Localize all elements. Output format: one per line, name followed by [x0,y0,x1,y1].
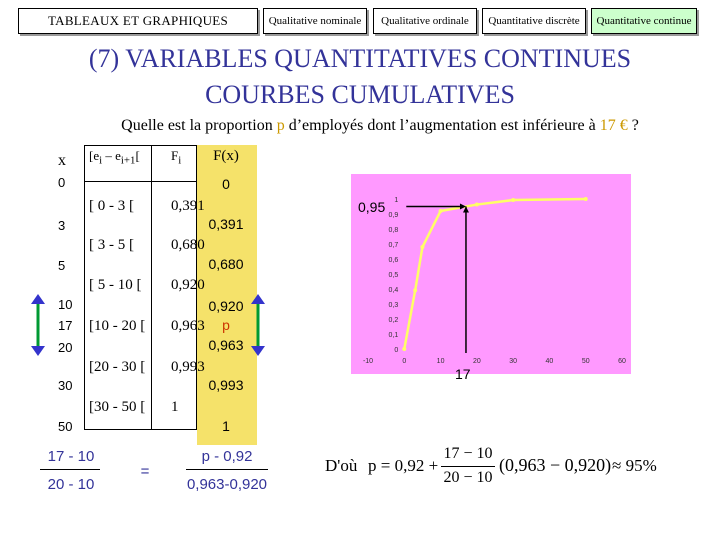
fx-value: 0,963 [208,337,244,353]
tab-quantitative-continue[interactable]: Quantitative continue [591,8,697,34]
question-after: ? [627,117,639,134]
x-tick-label: 30 [509,358,518,365]
fx-value: 0,993 [208,377,244,393]
formula-denominator: 20 − 10 [443,469,493,486]
x-tick-label: 40 [545,358,554,365]
table-row-fi: 0,920 [171,277,205,293]
question-p: p [276,117,285,134]
question-value: 17 € [599,117,628,134]
annotation-x-label: 17 [455,366,471,382]
fx-header: F(x) [213,148,239,164]
x-tick-label: 50 [581,358,590,365]
x-tick-label: 60 [618,358,626,365]
fx-value: 0,920 [208,298,244,314]
formula-numerator: 17 − 10 [443,445,493,462]
table-row-fi: 0,391 [171,198,205,214]
formula-bar [441,466,495,467]
x-tick-label: 20 [472,358,481,365]
fx-value: 0,680 [208,256,244,272]
x-value: 20 [58,340,73,355]
curve-point [420,245,424,249]
table-row: [30 - 50 [ [89,399,146,415]
curve-point [439,209,443,213]
y-tick-label: 0,7 [388,242,399,249]
x-tick-label: 0 [402,358,407,365]
table-row: [ 0 - 3 [ [89,198,134,214]
y-tick-label: 0 [394,347,399,354]
x-value: 3 [58,218,66,233]
table-row: [10 - 20 [ [89,318,146,334]
table-header-divider [85,181,196,182]
table-row-fi: 0,993 [171,359,205,375]
x-value: 50 [58,419,73,434]
y-tick-label: 0,6 [388,257,399,264]
interval-header: [$e_i - e_{i+1}$[ [89,148,140,167]
question-text [0,117,720,135]
table-row-fi: 0,680 [171,237,205,253]
fx-value-p: p [222,317,230,333]
page-subtitle: COURBES CUMULATIVES [205,80,515,109]
x-value: 17 [58,318,73,333]
question-before: Quelle est la proportion [121,117,277,134]
y-tick-label: 0,5 [388,272,399,279]
y-tick-label: 0,8 [388,227,399,234]
tab-quantitative-discrete[interactable]: Quantitative discrète [482,8,586,34]
tab-qualitative-ordinale[interactable]: Qualitative ordinale [373,8,477,34]
x-value: 0 [58,175,66,190]
tab-qualitative-nominale[interactable]: Qualitative nominale [263,8,367,34]
y-tick-label: 0,1 [388,332,399,339]
x-tick-label: -10 [362,358,374,365]
table-row: [ 5 - 10 [ [89,277,142,293]
fx-value: 1 [222,418,230,434]
y-tick-label: 0,3 [388,302,399,309]
y-tick-label: 0,4 [388,287,399,294]
formula-paren: (0,963 − 0,920) [499,455,612,475]
fx-value: 0 [222,176,230,192]
y-tick-label: 1 [394,197,399,204]
fraction-right-denominator: 0,963-0,920 [186,476,268,493]
table-row: [ 3 - 5 [ [89,237,134,253]
x-header: x [58,152,66,169]
curve-point [511,198,515,202]
question-middle: d’employés dont l’augmentation est inférieure à [284,117,600,134]
fraction-left-numerator: 17 - 10 [47,448,95,465]
y-tick-label: 0,2 [388,317,399,324]
formula-result: ≈ 95% [612,456,657,475]
cumulative-curve-svg [351,174,631,384]
cumulative-curve-line [404,199,585,349]
x-tick-label: 10 [436,358,445,365]
fraction-equals: = [140,463,150,480]
fraction-left-bar [40,469,100,470]
table-divider [151,146,152,429]
double-arrow-right-icon [248,294,268,356]
frequency-table [84,145,205,430]
curve-point [475,203,479,207]
x-value: 30 [58,378,73,393]
page-title: (7) VARIABLES QUANTITATIVES CONTINUES [88,44,632,73]
double-arrow-left-icon [28,294,48,356]
curve-point [584,197,588,201]
annotation-y-label: 0,95 [358,199,386,215]
fraction-left-denominator: 20 - 10 [47,476,95,493]
fx-value: 0,391 [208,216,244,232]
table-row: [20 - 30 [ [89,359,146,375]
table-row-fi: 0,963 [171,318,205,334]
formula-prefix: D'où [325,456,358,475]
x-value: 5 [58,258,66,273]
fi-header: $F_i$ [171,148,182,167]
x-value: 10 [58,297,73,312]
table-row-fi: 1 [171,399,179,415]
fraction-right-bar [186,469,268,470]
curve-point [402,347,406,351]
fraction-right-numerator: p - 0,92 [201,448,253,465]
curve-point [413,288,417,292]
formula-lhs: p = 0,92 + [368,456,439,475]
tab-tableaux-graphiques[interactable]: TABLEAUX ET GRAPHIQUES [18,8,258,34]
y-tick-label: 0,9 [388,212,399,219]
